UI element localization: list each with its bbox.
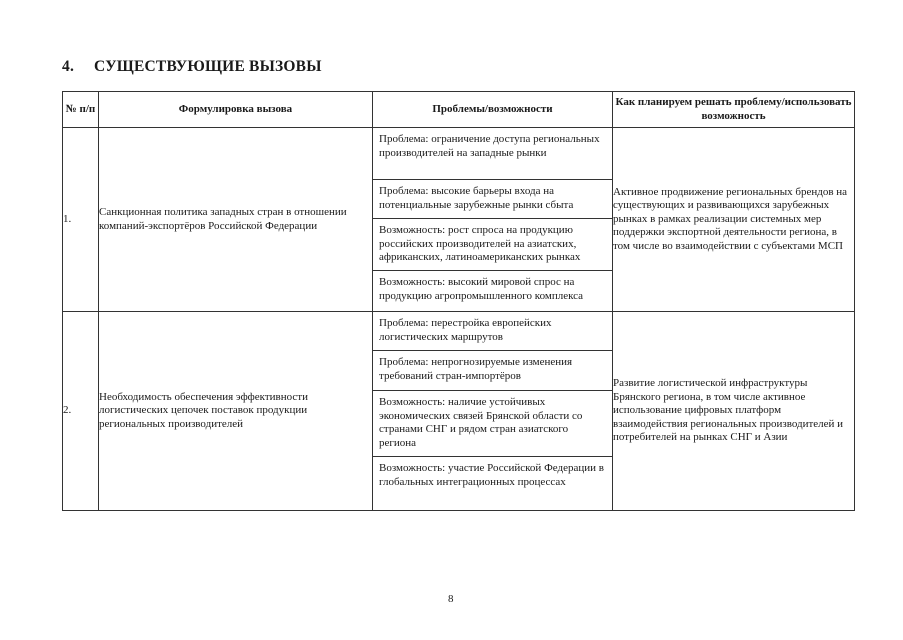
header-problems: Проблемы/возможности [373, 92, 613, 128]
page-number: 8 [448, 593, 454, 605]
table-header-row [63, 92, 855, 128]
challenges-table [62, 91, 855, 511]
problem-item: Проблема: перестройка европейских логистических маршрутов [373, 312, 612, 351]
solution-text: Активное продвижение региональных брендов на существующих и развивающихся зарубежных рынках в рамках реализации системных мер поддержки экспортной деятельности региона, в том числе во взаимодействии с субъектами МСП [613, 128, 855, 312]
opportunity-item: Возможность: рост спроса на продукцию российских производителей на азиатских, африканских, латиноамериканских рынках [373, 219, 612, 271]
solution-text: Развитие логистической инфраструктуры Брянского региона, в том числе активное использование цифровых платформ взаимодействия региональных производителей и потребителей на рынках СНГ и Азии [613, 312, 855, 511]
table-row [63, 128, 855, 312]
header-solution: Как планируем решать проблему/использовать возможность [613, 92, 855, 128]
opportunity-item: Возможность: участие Российской Федерации в глобальных интеграционных процессах [379, 462, 604, 488]
row-number: 1. [63, 128, 99, 312]
opportunity-item: Возможность: высокий мировой спрос на продукцию агропромышленного комплекса [379, 276, 584, 302]
header-num: № п/п [63, 92, 99, 128]
problem-item: Проблема: непрогнозируемые изменения требований стран-импортёров [373, 351, 612, 391]
table-row [63, 312, 855, 511]
problems-cell [373, 128, 613, 312]
opportunity-item: Возможность: наличие устойчивых экономических связей Брянской области со странами СНГ и рядом стран азиатского региона [373, 391, 612, 457]
challenge-formulation: Необходимость обеспечения эффективности логистических цепочек поставок продукции региональных производителей [99, 312, 373, 511]
section-heading [62, 58, 322, 76]
challenge-formulation: Санкционная политика западных стран в отношении компаний-экспортёров Российской Федерации [99, 128, 373, 312]
problems-cell [373, 312, 613, 511]
problem-item: Проблема: высокие барьеры входа на потенциальные зарубежные рынки сбыта [373, 180, 612, 219]
problem-item: Проблема: ограничение доступа региональных производителей на западные рынки [373, 128, 612, 180]
section-title: СУЩЕСТВУЮЩИЕ ВЫЗОВЫ [94, 58, 322, 75]
header-formulation: Формулировка вызова [99, 92, 373, 128]
row-number: 2. [63, 312, 99, 511]
section-number: 4. [62, 58, 75, 75]
